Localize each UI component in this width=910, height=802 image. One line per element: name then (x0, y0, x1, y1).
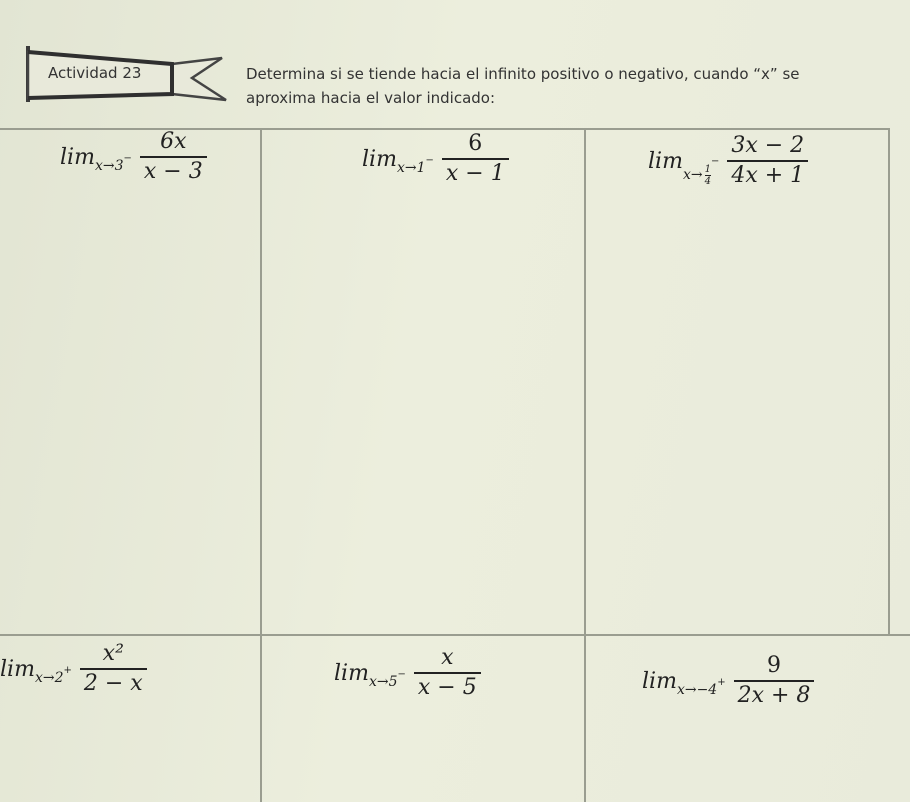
limit-3: lim x→ $\frac{1}{4}$ − $\frac{3x - 2}{4x + 1}$ (648, 132, 808, 190)
limit-6: lim x→−4 + $\frac{9}{2x + 8}$ (642, 652, 814, 710)
fraction: $\frac{x}{x - 5}$ (414, 644, 481, 702)
instructions (246, 62, 910, 110)
limit-2: lim x→1 − $\frac{6}{x - 1}$ (362, 130, 509, 188)
grid-line-right (888, 128, 890, 634)
limit-4: lim x→2 + $\frac{\text{x²}}{2 - x}$ (0, 640, 147, 698)
instructions-line-2: aproxima hacia el valor indicado: (246, 89, 496, 107)
fraction: $\frac{9}{2x + 8}$ (734, 652, 815, 710)
fraction: $\frac{6}{x - 1}$ (442, 130, 509, 188)
instructions-line-1: Determina si se tiende hacia el infinito positivo o negativo, cuando “x” se (246, 65, 800, 83)
limit-1: lim x→3 − $\frac{6x}{x - 3}$ (60, 128, 207, 186)
activity-label: Actividad 23 (48, 64, 142, 82)
limit-5: lim x→5 − $\frac{x}{x - 5}$ (334, 644, 481, 702)
grid-line-middle (0, 634, 910, 636)
grid-line-col-2 (584, 128, 586, 802)
fraction: $\frac{6x}{x - 3}$ (140, 128, 207, 186)
fraction: $\frac{\text{x²}}{2 - x}$ (80, 640, 147, 698)
grid-line-col-1 (260, 128, 262, 802)
fraction: $\frac{3x - 2}{4x + 1}$ (727, 132, 808, 190)
